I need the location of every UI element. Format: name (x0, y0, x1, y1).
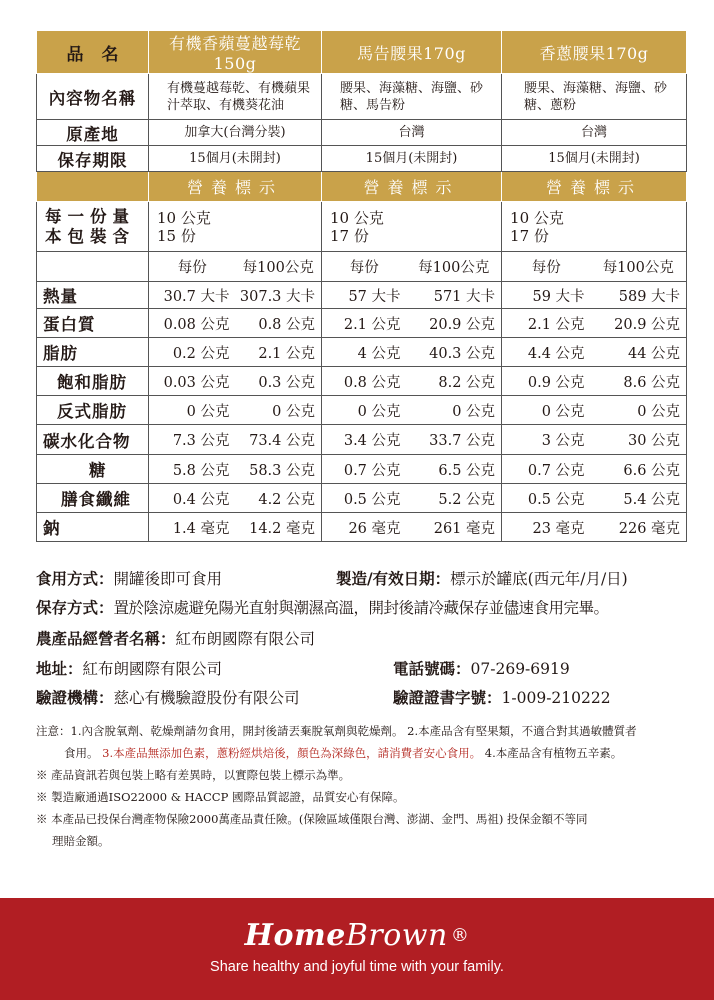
usage-value: 開罐後即可食用 (113, 570, 223, 588)
storage-value: 置於陰涼處避免陽光直射與潮濕高溫，開封後請冷藏保存並儘速食用完畢。 (113, 599, 609, 617)
nutrient-label: 蛋白質 (37, 309, 149, 338)
nutrient-value: 2.1 公克 (502, 309, 591, 338)
serving-label (37, 202, 149, 252)
note-line-6: 理賠金額。 (52, 834, 110, 848)
nutrition-table (36, 30, 687, 542)
nutrient-value: 0.9 公克 (502, 367, 591, 396)
nutrient-value: 44 公克 (591, 338, 687, 367)
cert-no-label: 驗證證書字號： (393, 688, 502, 707)
nutrient-value: 0.03 公克 (149, 367, 236, 396)
note-line-3: ※ 產品資訊若與包裝上略有差異時，以實際包裝上標示為準。 (36, 768, 351, 782)
address-value: 紅布朗國際有限公司 (82, 660, 223, 678)
product-header-row (37, 31, 687, 74)
nutrient-value: 57 大卡 (322, 282, 407, 309)
nutrient-value: 26 毫克 (322, 513, 407, 542)
nutrient-value: 8.2 公克 (407, 367, 502, 396)
nutrient-value: 0 公克 (502, 396, 591, 425)
notes-block (36, 720, 696, 852)
nutrient-label: 飽和脂肪 (37, 367, 149, 396)
certification-line (36, 686, 696, 708)
serving-size-label: 每一份量 (45, 206, 135, 226)
nutrient-value: 58.3 公克 (236, 455, 322, 484)
nutrient-value: 0.08 公克 (149, 309, 236, 338)
nutrient-value: 0 公克 (407, 396, 502, 425)
product-name-2: 馬告腰果170g (322, 31, 502, 74)
nutrition-title-3: 營養標示 (502, 172, 687, 202)
nutrient-row-sodium (37, 513, 687, 542)
serving-value-3 (502, 202, 687, 252)
nutrient-value: 226 毫克 (591, 513, 687, 542)
nutrient-value: 261 毫克 (407, 513, 502, 542)
nutrient-value: 30 公克 (591, 425, 687, 455)
subheader-row (37, 252, 687, 282)
nutrient-row-saturated-fat (37, 367, 687, 396)
note-line-2 (36, 742, 696, 764)
ingredients-value-3: 腰果、海藻糖、海鹽、砂糖、蔥粉 (502, 74, 687, 120)
nutrient-row-sugar (37, 455, 687, 484)
brand-footer (0, 898, 714, 1000)
nutrient-value: 40.3 公克 (407, 338, 502, 367)
cert-org-value: 慈心有機驗證股份有限公司 (113, 689, 300, 707)
nutrient-value: 30.7 大卡 (149, 282, 236, 309)
nutrient-value: 73.4 公克 (236, 425, 322, 455)
cert-org-label: 驗證機構： (36, 688, 114, 707)
nutrient-value: 59 大卡 (502, 282, 591, 309)
nutrition-title-row (37, 172, 687, 202)
expiry-group (336, 567, 628, 589)
nutrient-value: 0.8 公克 (322, 367, 407, 396)
ingredients-value-1: 有機蔓越莓乾、有機蘋果汁萃取、有機葵花油 (149, 74, 322, 120)
serving-value-1 (149, 202, 322, 252)
nutrient-value: 0.4 公克 (149, 484, 236, 513)
nutrient-value: 0.8 公克 (236, 309, 322, 338)
note-line-2b: 4.本產品含有植物五辛素。 (484, 746, 623, 760)
nutrient-row-fat (37, 338, 687, 367)
nutrient-value: 0 公克 (236, 396, 322, 425)
nutrient-value: 8.6 公克 (591, 367, 687, 396)
nutrient-value: 1.4 毫克 (149, 513, 236, 542)
nutrient-value: 589 大卡 (591, 282, 687, 309)
nutrient-value: 7.3 公克 (149, 425, 236, 455)
nutrient-value: 6.5 公克 (407, 455, 502, 484)
nutrient-value: 0 公克 (322, 396, 407, 425)
subheader-per-100g-3: 每100公克 (591, 252, 687, 282)
nutrient-label: 熱量 (37, 282, 149, 309)
usage-label: 食用方式： (36, 569, 114, 588)
origin-value-2: 台灣 (322, 120, 502, 146)
serving-size-3: 10 公克 (510, 208, 564, 227)
nutrient-value: 0.7 公克 (322, 455, 407, 484)
shelf-life-row (37, 146, 687, 172)
serving-size-2: 10 公克 (330, 208, 384, 227)
note-line-1: 注意：1.內含脫氧劑、乾燥劑請勿食用，開封後請丟棄脫氧劑與乾燥劑。 2.本產品含有堅果類，不適合對其過敏體質者 (36, 724, 637, 738)
nutrient-value: 2.1 公克 (322, 309, 407, 338)
nutrient-value: 2.1 公克 (236, 338, 322, 367)
nutrient-value: 20.9 公克 (591, 309, 687, 338)
brand-logo (0, 918, 714, 953)
serving-count-1: 15 份 (157, 226, 196, 245)
operator-line (36, 627, 696, 649)
note-line-4: ※ 製造廠通過ISO22000 & HACCP 國際品質認證，品質安心有保障。 (36, 790, 405, 804)
nutrient-value: 571 大卡 (407, 282, 502, 309)
nutrient-value: 0.3 公克 (236, 367, 322, 396)
operator-value: 紅布朗國際有限公司 (175, 630, 316, 648)
nutrient-value: 4.4 公克 (502, 338, 591, 367)
cert-no-group (393, 686, 611, 708)
serving-row (37, 202, 687, 252)
shelf-life-value-2: 15個月(未開封) (322, 146, 502, 172)
address-label: 地址： (36, 659, 83, 678)
nutrient-value: 0 公克 (591, 396, 687, 425)
origin-value-3: 台灣 (502, 120, 687, 146)
storage-label: 保存方式： (36, 598, 114, 617)
ingredients-value-2: 腰果、海藻糖、海鹽、砂糖、馬告粉 (322, 74, 502, 120)
nutrient-value: 5.2 公克 (407, 484, 502, 513)
phone-group (393, 657, 570, 679)
expiry-label: 製造/有效日期： (336, 569, 451, 588)
nutrient-label: 碳水化合物 (37, 425, 149, 455)
nutrition-title-blank (37, 172, 149, 202)
nutrition-title-2: 營養標示 (322, 172, 502, 202)
note-line-2-red: 3.本產品無添加色素，蔥粉經烘焙後，顏色為深綠色，請消費者安心食用。 (102, 746, 482, 760)
nutrient-value: 0.2 公克 (149, 338, 236, 367)
nutrient-label: 膳食纖維 (37, 484, 149, 513)
nutrient-value: 5.4 公克 (591, 484, 687, 513)
nutrient-value: 0 公克 (149, 396, 236, 425)
nutrient-value: 307.3 大卡 (236, 282, 322, 309)
logo-home: Home (244, 918, 346, 953)
shelf-life-value-3: 15個月(未開封) (502, 146, 687, 172)
nutrient-row-trans-fat (37, 396, 687, 425)
nutrient-value: 4.2 公克 (236, 484, 322, 513)
usage-line (36, 567, 696, 589)
nutrient-value: 3.4 公克 (322, 425, 407, 455)
nutrient-value: 3 公克 (502, 425, 591, 455)
subheader-blank (37, 252, 149, 282)
nutrition-title-1: 營養標示 (149, 172, 322, 202)
expiry-value: 標示於罐底(西元年/月/日) (450, 570, 628, 588)
phone-value: 07-269-6919 (470, 660, 570, 678)
shelf-life-label: 保存期限 (37, 146, 149, 172)
nutrient-value: 0.7 公克 (502, 455, 591, 484)
serving-count-2: 17 份 (330, 226, 369, 245)
nutrient-value: 0.5 公克 (322, 484, 407, 513)
note-line-2a: 食用。 (64, 746, 99, 760)
logo-brown: Brown (345, 918, 448, 953)
nutrient-value: 6.6 公克 (591, 455, 687, 484)
cert-no-value: 1-009-210222 (501, 689, 611, 707)
serving-count-label: 本包裝含 (45, 226, 135, 246)
nutrient-row-fiber (37, 484, 687, 513)
nutrient-value: 5.8 公克 (149, 455, 236, 484)
nutrient-value: 4 公克 (322, 338, 407, 367)
nutrient-value: 14.2 毫克 (236, 513, 322, 542)
nutrient-value: 20.9 公克 (407, 309, 502, 338)
origin-label: 原產地 (37, 120, 149, 146)
product-name-label: 品名 (37, 31, 149, 74)
subheader-per-100g-2: 每100公克 (407, 252, 502, 282)
subheader-per-serving-2: 每份 (322, 252, 407, 282)
phone-label: 電話號碼： (393, 659, 471, 678)
subheader-per-100g-1: 每100公克 (236, 252, 322, 282)
nutrient-label: 反式脂肪 (37, 396, 149, 425)
operator-label: 農產品經營者名稱： (36, 629, 176, 648)
registered-mark-icon: ® (450, 925, 470, 946)
storage-line (36, 596, 696, 618)
nutrient-value: 0.5 公克 (502, 484, 591, 513)
note-line-5: ※ 本產品已投保台灣產物保險2000萬產品責任險。(保險區域僅限台灣、澎湖、金門、馬祖) 投保金額不等同 (36, 812, 588, 826)
nutrient-value: 33.7 公克 (407, 425, 502, 455)
serving-value-2 (322, 202, 502, 252)
subheader-per-serving-3: 每份 (502, 252, 591, 282)
product-name-1: 有機香蘋蔓越莓乾150g (149, 31, 322, 74)
product-name-3: 香蔥腰果170g (502, 31, 687, 74)
nutrient-label: 糖 (37, 455, 149, 484)
serving-count-3: 17 份 (510, 226, 549, 245)
origin-value-1: 加拿大(台灣分裝) (149, 120, 322, 146)
nutrient-label: 鈉 (37, 513, 149, 542)
nutrient-row-carbohydrate (37, 425, 687, 455)
nutrient-value: 23 毫克 (502, 513, 591, 542)
subheader-per-serving-1: 每份 (149, 252, 236, 282)
brand-tagline: Share healthy and joyful time with your family. (210, 959, 504, 975)
nutrient-label: 脂肪 (37, 338, 149, 367)
serving-size-1: 10 公克 (157, 208, 211, 227)
nutrient-row-calories (37, 282, 687, 309)
address-line (36, 657, 696, 679)
origin-row (37, 120, 687, 146)
ingredients-label: 內容物名稱 (37, 74, 149, 120)
ingredients-row (37, 74, 687, 120)
nutrient-row-protein (37, 309, 687, 338)
shelf-life-value-1: 15個月(未開封) (149, 146, 322, 172)
